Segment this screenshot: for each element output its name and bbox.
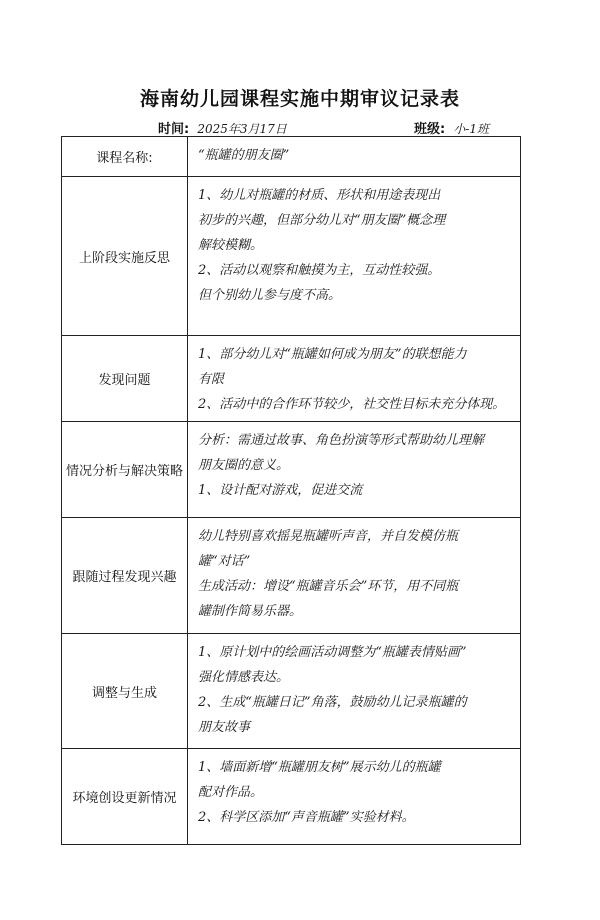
content-problems xyxy=(188,336,521,422)
interests-line: 罐“对话” xyxy=(198,554,251,569)
row-reflection xyxy=(62,177,521,336)
content-course-name xyxy=(188,137,521,177)
row-problems xyxy=(62,336,521,422)
label-reflection: 上阶段实施反思 xyxy=(62,177,188,336)
label-environment: 环境创设更新情况 xyxy=(62,749,188,845)
environment-line: 1、墙面新增“瓶罐朋友树”展示幼儿的瓶罐 xyxy=(198,760,441,775)
reflection-line: 初步的兴趣，但部分幼儿对“朋友圈”概念理 xyxy=(198,213,446,228)
environment-line: 2、科学区添加“声音瓶罐”实验材料。 xyxy=(198,810,415,825)
class-value: 小-1班 xyxy=(453,122,490,136)
row-course-name xyxy=(62,137,521,177)
label-interests: 跟随过程发现兴趣 xyxy=(62,518,188,634)
class-label: 班级: xyxy=(414,122,446,137)
adjustment-line: 1、原计划中的绘画活动调整为“瓶罐表情贴画” xyxy=(198,645,467,660)
row-analysis xyxy=(62,422,521,518)
reflection-line: 但个别幼儿参与度不高。 xyxy=(198,288,342,303)
analysis-line: 1、设计配对游戏，促进交流 xyxy=(198,483,363,498)
adjustment-line: 强化情感表达。 xyxy=(198,670,290,685)
time-label: 时间: xyxy=(158,122,190,137)
time-field xyxy=(158,118,287,137)
row-interests xyxy=(62,518,521,634)
reflection-line: 解较模糊。 xyxy=(198,238,264,253)
class-field xyxy=(414,118,489,137)
adjustment-line: 2、生成“瓶罐日记”角落，鼓励幼儿记录瓶罐的 xyxy=(198,695,467,710)
content-environment xyxy=(188,749,521,845)
interests-line: 生成活动：增设“瓶罐音乐会”环节，用不同瓶 xyxy=(198,579,459,594)
content-reflection xyxy=(188,177,521,336)
content-interests xyxy=(188,518,521,634)
analysis-line: 分析：需通过故事、角色扮演等形式帮助幼儿理解 xyxy=(198,433,485,448)
content-analysis xyxy=(188,422,521,518)
label-problems: 发现问题 xyxy=(62,336,188,422)
problems-line: 有限 xyxy=(198,372,225,387)
analysis-line: 朋友圈的意义。 xyxy=(198,458,290,473)
record-table xyxy=(61,136,521,845)
label-course-name: 课程名称: xyxy=(62,137,188,177)
course-name-text: “瓶罐的朋友圈” xyxy=(198,148,290,163)
problems-line: 1、部分幼儿对“瓶罐如何成为朋友”的联想能力 xyxy=(198,347,467,362)
interests-line: 罐制作简易乐器。 xyxy=(198,604,303,619)
reflection-line: 1、幼儿对瓶罐的材质、形状和用途表现出 xyxy=(198,188,441,203)
row-environment xyxy=(62,749,521,845)
label-analysis: 情况分析与解决策略 xyxy=(62,422,188,518)
row-adjustment xyxy=(62,634,521,749)
problems-line: 2、活动中的合作环节较少，社交性目标未充分体现。 xyxy=(198,397,506,412)
environment-line: 配对作品。 xyxy=(198,785,264,800)
adjustment-line: 朋友故事 xyxy=(198,720,251,735)
content-adjustment xyxy=(188,634,521,749)
time-value: 2025年3月17日 xyxy=(197,122,287,136)
reflection-line: 2、活动以观察和触摸为主，互动性较强。 xyxy=(198,263,441,278)
interests-line: 幼儿特别喜欢摇晃瓶罐听声音，并自发模仿瓶 xyxy=(198,529,459,544)
page-title: 海南幼儿园课程实施中期审议记录表 xyxy=(139,88,460,110)
label-adjustment: 调整与生成 xyxy=(62,634,188,749)
